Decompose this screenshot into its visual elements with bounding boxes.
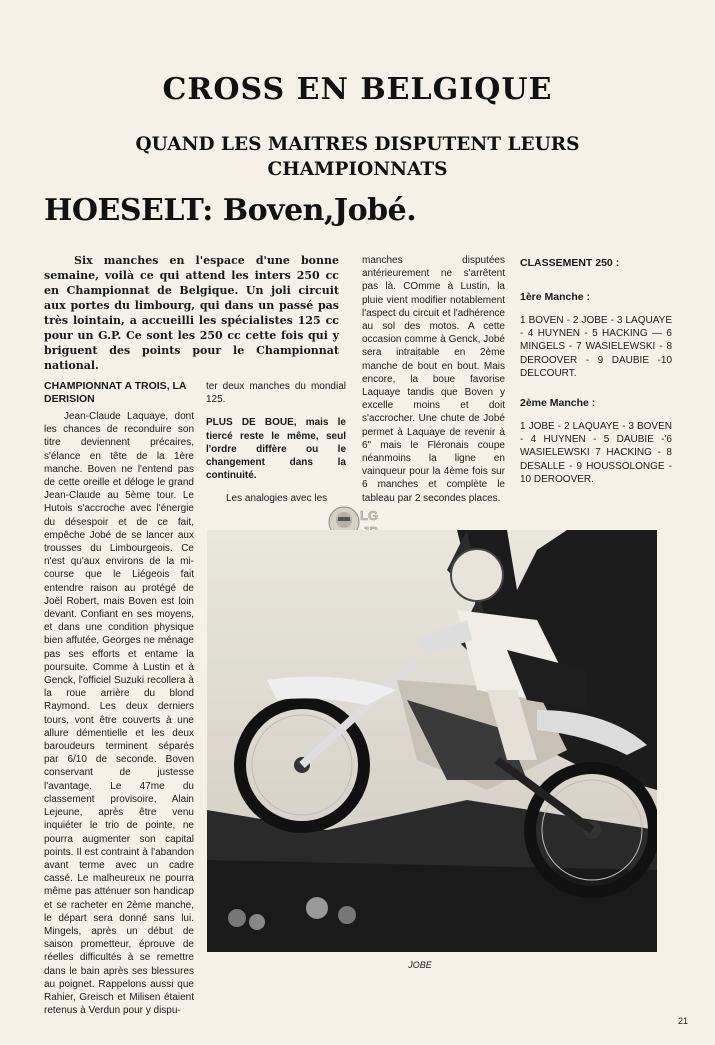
article-headline: HOESELT: Boven,Jobé. — [44, 193, 417, 228]
photo-caption: JOBE — [408, 960, 432, 970]
intro-paragraph: Six manches en l'espace d'une bonne semaine, voilà ce qui attend les inters 250 cc en Championnat de Belgique. Un joli circuit aux portes du limbourg, qui dans un passé pas très lointain, a accueilli les spécialistes 125 cc pour un G.P. Ce sont les 250 cc cette fois qui y briguent des points pour le Championnat national. — [44, 254, 339, 372]
body-column-middle — [206, 380, 346, 516]
page-number: 21 — [678, 1016, 689, 1026]
continuation-text: ter deux manches du mondial 125. — [206, 381, 346, 406]
svg-text:LG: LG — [360, 508, 379, 523]
section-heading: CHAMPIONNAT A TROIS, LA DERISION — [44, 380, 187, 405]
analogies-text: Les analogies avec les — [226, 493, 328, 505]
manche1-results: 1 BOVEN - 2 JOBE - 3 LAQUAYE - 4 HUYNEN - 5 HACKING — 6 MINGELS - 7 WASIELEWSKI - 8 DEROOVER - 9 DAUBIE -10 DELCOURT. — [520, 315, 672, 379]
classement-heading: CLASSEMENT 250 : — [520, 257, 620, 269]
motocross-photo — [207, 530, 657, 952]
body-paragraph: Jean-Claude Laquaye, dont les chances de reconduire son titre deviennent précaires, s'élance en tête de la 1ère manche. Boven ne l'entend pas de cette oreille et déloge le grand Jean-Claude au 5ème tour. Le Hutois s'accroche avec l'énergie du désespoir et de ce fait, empêche Jobé de se lancer aux trousses du Limbourgeois. Ce n'est qu'aux environs de la mi-course que le Liégeois fait entendre raison au protégé de Joël Robert, mais Boven est loin devant. Confiant en ses moyens, et dans une condition physique bien affutée, Georges ne ménage pas ses efforts et entame la poursuite. Comme à Lustin et à Genck, l'officiel Suzuki recollera à la roue arrière du blond Raymond. Les deux derniers tours, vont être couverts à une allure démentielle et les deux baroudeurs terminent séparés par 6/10 de seconde. Boven conservant de justesse l'avantage. Le 47me du classement provisoire, Alain Lejeune, après être venu inquiéter le trio de pointe, ne pourra augmenter son capital points. Il est contraint à l'abandon avant terme avec un cadre cassé. Le malheureux ne pourra même pas atténuer son handicap et se racheter en 2ème manche, le départ sera donné sans lui. Mingels, après un début de saison prometteur, éprouve de réelles difficultés à se remettre dans le bain après ses blessures au poignet. Rappelons aussi que Rahier, Greisch et Milisen étaient retenus à Verdun pour y dispu- — [44, 411, 194, 1017]
body-column-right: manches disputées antérieurement ne s'arrêtent pas là. COmme à Lustin, la pluie vient modifier notablement l'aspect du circuit et l'adhérence au sol des motos. A cette occasion comme à Genck, Jobé sera intraitable en 2ème manche de bout en bout. Mais encore, la boue favorise Laquaye tandis que Boven y excelle moins et doit s'accrocher. Une chute de Jobé permet à Laquaye de revenir à 6" mais le Fléronais coupe néanmoins la ligne en vainqueur pour la 4ème fois sur 6 manches et complète le tableau par 2 secondes places. — [362, 255, 505, 504]
manche2-results: 1 JOBE - 2 LAQUAYE - 3 BOVEN - 4 HUYNEN - 5 DAUBIE -'6 WASIELEWSKI 7 HACKING - 8 DESALLE - 9 HOUSSOLONGE - 10 DEROOVER. — [520, 421, 672, 485]
manche2-title: 2ème Manche : — [520, 397, 596, 409]
body-column-left — [44, 410, 194, 1017]
page-subtitle: QUAND LES MAITRES DISPUTENT LEURS CHAMPIONNATS — [135, 134, 580, 180]
manche1-title: 1ère Manche : — [520, 291, 591, 303]
page-title: CROSS EN BELGIQUE — [162, 72, 553, 107]
subsection-lead: PLUS DE BOUE, mais le tiercé reste le même, seul l'ordre diffère ou le changement dans la continuité. — [206, 417, 346, 482]
